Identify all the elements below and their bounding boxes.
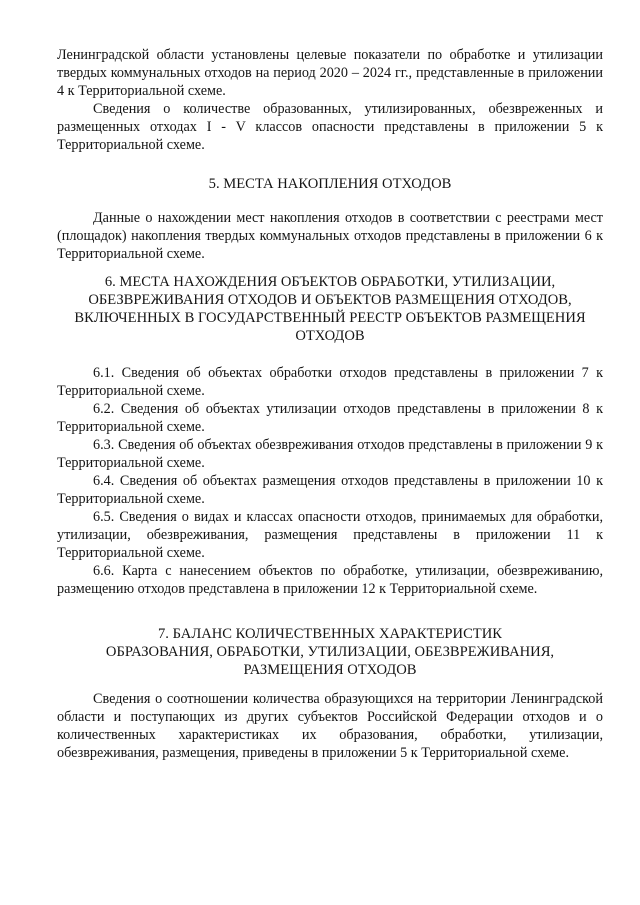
section-5-title: 5. МЕСТА НАКОПЛЕНИЯ ОТХОДОВ: [208, 176, 452, 192]
section-7-body: [57, 690, 603, 762]
section-6-item: 6.5. Сведения о видах и классах опасности отходов, принимаемых для обработки, утилизации, обезвреживания, размещения представлены в приложении 11 к Территориальной схеме.: [57, 509, 603, 561]
section-5-body: [57, 209, 603, 263]
section-6-item: 6.1. Сведения об объектах обработки отходов представлены в приложении 7 к Территориальной схеме.: [57, 365, 603, 399]
section-6-title-line: ВКЛЮЧЕННЫХ В ГОСУДАРСТВЕННЫЙ РЕЕСТР ОБЪЕКТОВ РАЗМЕЩЕНИЯ: [74, 310, 586, 326]
intro-paragraph-1: Ленинградской области установлены целевые показатели по обработке и утилизации твердых коммунальных отходов на период 2020 – 2024 гг., представленные в приложении 4 к Территориальной схеме.: [57, 47, 603, 99]
intro-block: [57, 46, 603, 154]
section-7-paragraph: Сведения о соотношении количества образующихся на территории Ленинградской области и поступающих из других субъектов Российской Федерации отходов и о количественных характеристиках их образования, обработки, утилизации, обезвреживания, размещения, приведены в приложении 5 к Территориальной схеме.: [57, 691, 603, 761]
intro-paragraph-2: Сведения о количестве образованных, утилизированных, обезвреженных и размещенных отходах I - V классов опасности представлены в приложении 5 к Территориальной схеме.: [57, 101, 603, 153]
section-6-item: 6.2. Сведения об объектах утилизации отходов представлены в приложении 8 к Территориальной схеме.: [57, 401, 603, 435]
section-7-title-line: 7. БАЛАНС КОЛИЧЕСТВЕННЫХ ХАРАКТЕРИСТИК: [158, 626, 502, 642]
section-6-title-line: ОБЕЗВРЕЖИВАНИЯ ОТХОДОВ И ОБЪЕКТОВ РАЗМЕЩЕНИЯ ОТХОДОВ,: [88, 292, 572, 308]
section-6-title: [57, 273, 603, 345]
section-7-title-line: ОБРАЗОВАНИЯ, ОБРАБОТКИ, УТИЛИЗАЦИИ, ОБЕЗВРЕЖИВАНИЯ,: [105, 644, 555, 660]
section-7-title: [57, 625, 603, 679]
section-5-paragraph: Данные о нахождении мест накопления отходов в соответствии с реестрами мест (площадок) накопления твердых коммунальных отходов представлены в приложении 6 к Территориальной схеме.: [57, 210, 603, 262]
section-6-title-line: ОТХОДОВ: [295, 328, 365, 344]
section-6-item: 6.4. Сведения об объектах размещения отходов представлены в приложении 10 к Территориальной схеме.: [57, 473, 603, 507]
section-6-item: 6.6. Карта с нанесением объектов по обработке, утилизации, обезвреживанию, размещению отходов представлена в приложении 12 к Территориальной схеме.: [57, 563, 603, 597]
section-6-item: 6.3. Сведения об объектах обезвреживания отходов представлены в приложении 9 к Территориальной схеме.: [57, 437, 603, 471]
section-7-title-line: РАЗМЕЩЕНИЯ ОТХОДОВ: [243, 662, 417, 678]
section-6-items: [57, 364, 603, 598]
section-6-title-line: 6. МЕСТА НАХОЖДЕНИЯ ОБЪЕКТОВ ОБРАБОТКИ, УТИЛИЗАЦИИ,: [104, 274, 556, 290]
